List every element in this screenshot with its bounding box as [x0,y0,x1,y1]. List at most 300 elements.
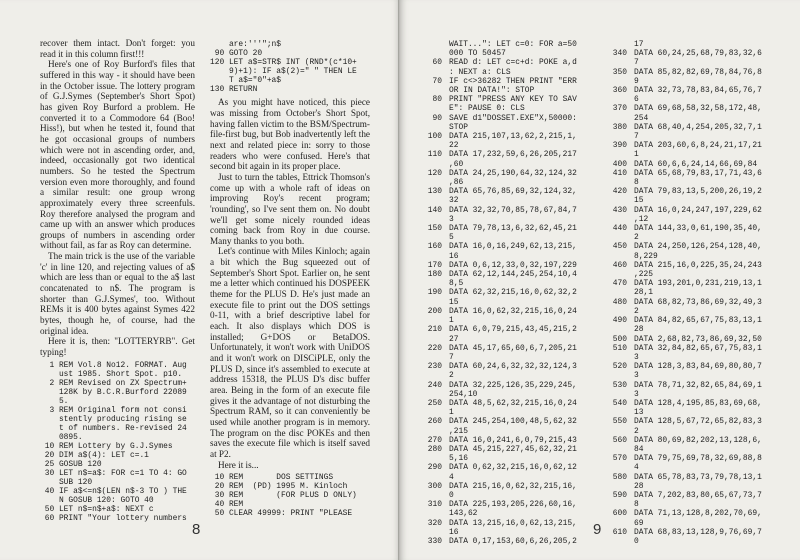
line-text: DATA 32,225,126,35,229,245, [449,380,577,390]
line-text: DATA 78,71,32,82,65,84,69,1 [634,380,762,390]
code-line: 50 CLEAR 49999: PRINT "PLEASE [210,509,353,519]
line-text: DATA 62,12,144,245,254,10,4 [449,270,577,280]
listing-line [418,427,603,436]
listing-line [603,390,788,399]
listing-line [603,261,788,270]
article-paragraph: Here it is... [218,459,259,470]
listing-line [418,252,603,261]
line-number: 80 [432,95,442,105]
listing-line [603,500,788,509]
line-text: 5 [449,233,454,243]
line-number: 240 [427,380,442,390]
listing-line [603,528,788,537]
line-number [418,335,442,344]
listing-line [418,95,603,104]
line-number [418,353,442,362]
code-line: SUB 120 [40,478,93,488]
line-text: 0 [634,536,639,546]
listing-line [418,49,603,58]
line-number [418,178,442,187]
listing-line [603,381,788,390]
line-text: 69 [634,518,644,528]
listing-line [418,491,603,500]
line-number: 180 [427,270,442,280]
line-text: DATA 62,32,215,16,0,62,32,2 [449,288,577,298]
line-number: 500 [612,334,627,344]
listing-line [418,408,603,417]
basic-listing-lottery-continued [210,40,370,94]
listing-line [418,58,603,67]
line-number: 250 [427,398,442,408]
listing-line [603,132,788,141]
line-number: 160 [427,242,442,252]
line-number: 450 [612,242,627,252]
code-line: 9)+1): IF a$(2)=" " THEN LE [210,67,357,77]
listing-line [603,169,788,178]
line-text: DATA 16,0,24,247,197,229,62 [634,205,762,215]
listing-line [418,261,603,270]
code-line: N GOSUB 120: GOTO 40 [40,496,154,506]
line-text: DATA 215,16,0,62,32,215,16, [449,481,577,491]
line-number: 540 [612,398,627,408]
line-text: DATA 65,76,85,69,32,124,32, [449,187,577,197]
code-line: 50 LET n$=n$+a$: NEXT c [40,505,154,515]
line-text: 27 [449,334,459,344]
line-text: DATA 16,0,16,249,62,13,215, [449,242,577,252]
line-text: DATA 2,68,82,73,86,69,32,50 [634,334,762,344]
line-number [603,353,627,362]
code-line: 60 PRINT "Your lottery numbers [40,514,187,524]
line-number [418,491,442,500]
listing-line [603,187,788,196]
line-text: 8 [634,178,639,188]
listing-line [603,537,788,546]
line-number: 550 [612,417,627,427]
article-paragraph: The main trick is the use of the variable 'c' in line 120, and rejecting values of a$ which are less than or equal to the a$ last concatenated to n$. The program is shorter than G.J.Symes', too. Without REMs it is 400 bytes against Symes 422 bytes, though he, of course, had the original idea. [40,251,195,336]
code-line: 90 GOTO 20 [210,49,263,59]
line-number: 260 [427,417,442,427]
page-number-left: 8 [192,521,201,538]
line-text: DATA 60,24,25,68,79,83,32,6 [634,49,762,59]
line-text: 2 [449,371,454,381]
line-text: 28,1 [634,288,653,298]
line-text: DATA 225,193,205,226,60,16, [449,500,577,510]
listing-line [603,68,788,77]
line-text: DATA 84,82,65,67,75,83,13,1 [634,316,762,326]
line-number [603,40,627,49]
line-text: 8,229 [634,251,658,261]
listing-line [418,215,603,224]
line-text: DATA 68,40,4,254,205,32,7,1 [634,122,762,132]
line-number [418,49,442,58]
line-number [418,141,442,150]
line-number: 90 [432,113,442,123]
line-text: ,86 [449,178,464,188]
line-text: DATA 79,83,13,5,200,26,19,2 [634,187,762,197]
listing-line [418,86,603,95]
line-text: DATA 32,32,70,85,78,67,84,7 [449,205,577,215]
line-text: 13 [634,408,644,418]
line-text: DATA 16,0,241,6,0,79,215,43 [449,435,577,445]
line-text: 7 [449,352,454,362]
listing-line [418,160,603,169]
listing-line [418,196,603,205]
line-text: 254 [634,113,649,123]
line-text: IF c<>36282 THEN PRINT "ERR [449,76,577,86]
listing-line [418,233,603,242]
line-number [603,58,627,67]
line-number: 190 [427,288,442,298]
basic-listing-dos-settings [210,473,370,518]
listing-line [603,463,788,472]
line-text: DATA 128,3,83,84,69,80,80,7 [634,362,762,372]
listing-line [418,473,603,482]
right-page [400,0,800,560]
listing-line [603,123,788,132]
listing-line [603,49,788,58]
line-text: DATA 85,82,82,69,78,84,76,8 [634,67,762,77]
line-number: 480 [612,297,627,307]
article-paragraph: As you might have noticed, this piece was missing from October's Short Spot, having fallen victim to the BSM/Spectrum-file-first bug, but Bob inadvertently left the next and related piece in: sorry to those readers who were confused. Here's that second bit again in its proper place. [210,97,370,172]
listing-line [603,427,788,436]
line-text: 1 [634,150,639,160]
listing-line [418,242,603,251]
line-text: SAVE d1"DOSSET.EXE"X,50000: [449,113,577,123]
listing-line [418,344,603,353]
line-number: 140 [427,205,442,215]
listing-line [418,141,603,150]
listing-line [418,436,603,445]
left-page-column-2 [210,40,370,518]
listing-line [418,463,603,472]
line-number: 320 [427,518,442,528]
listing-line [603,242,788,251]
code-line: are:'''";n$ [210,40,282,49]
line-text: 143,62 [449,509,478,519]
line-number: 400 [612,159,627,169]
line-text: ,60 [449,159,464,169]
line-text: 1 [449,316,454,326]
line-text: 17 [634,40,644,49]
listing-line [418,509,603,518]
code-line: 40 REM [210,500,244,510]
listing-line [603,325,788,334]
code-line: stently producing rising se [40,414,187,424]
line-number: 570 [612,454,627,464]
left-page-column-1 [40,38,195,524]
line-number [603,215,627,224]
line-number [603,252,627,261]
listing-line [418,454,603,463]
line-text: DATA 60,24,6,32,32,32,124,3 [449,362,577,372]
line-text: DATA 32,73,78,83,84,65,76,7 [634,86,762,96]
line-text: DATA 60,6,6,24,14,66,69,84 [634,159,758,169]
code-line: 0895. [40,433,83,443]
line-number [603,463,627,472]
listing-line [603,473,788,482]
listing-line [418,206,603,215]
line-number: 460 [612,260,627,270]
listing-line [603,307,788,316]
line-text: DATA 79,75,69,78,32,69,88,8 [634,454,762,464]
line-text: DATA 71,13,128,8,202,70,69, [634,509,762,519]
line-text: DATA 24,250,126,254,128,40, [634,242,762,252]
line-number: 300 [427,481,442,491]
right-page-listing-column-2 [603,40,788,546]
listing-line [418,335,603,344]
line-text: 4 [634,463,639,473]
line-number: 110 [427,150,442,160]
listing-line [418,224,603,233]
line-text: DATA 0,17,153,60,6,26,205,2 [449,536,577,546]
line-number: 410 [612,168,627,178]
line-number: 510 [612,343,627,353]
listing-line [418,537,603,546]
listing-line [603,344,788,353]
line-number: 610 [612,527,627,537]
line-text: ,215 [449,426,468,436]
line-number [603,132,627,141]
line-text: DATA 65,78,83,73,79,78,13,1 [634,472,762,482]
listing-line [418,316,603,325]
line-number [603,233,627,242]
line-number [603,537,627,546]
line-number: 130 [427,187,442,197]
line-text: DATA 79,78,13,6,32,62,45,21 [449,224,577,234]
line-text: DATA 68,82,73,86,69,32,49,3 [634,297,762,307]
line-number: 470 [612,279,627,289]
listing-line [603,196,788,205]
code-line: 120 LET a$=STR$ INT (RND*(c*10+ [210,58,357,68]
listing-line [603,298,788,307]
line-number: 170 [427,260,442,270]
line-number [603,114,627,123]
line-text: DATA 245,254,100,48,5,62,32 [449,417,577,427]
line-text: DATA 24,25,190,64,32,124,32 [449,168,577,178]
line-text: DATA 193,201,0,231,219,13,1 [634,279,762,289]
line-number [603,95,627,104]
listing-line [603,206,788,215]
line-text: READ d: LET c=c+d: POKE a,d [449,58,577,68]
line-number: 100 [427,132,442,142]
page-number-right: 9 [593,521,602,538]
line-number: 560 [612,435,627,445]
line-text: : NEXT a: CLS [449,67,511,77]
listing-line [418,500,603,509]
listing-line [418,371,603,380]
listing-line [603,270,788,279]
line-text: DATA 6,0,79,215,43,45,215,2 [449,325,577,335]
listing-line [418,362,603,371]
listing-line [418,123,603,132]
listing-line [418,40,603,49]
listing-line [603,104,788,113]
line-number: 520 [612,362,627,372]
listing-line [418,270,603,279]
listing-line [603,335,788,344]
code-line: ust 1985. Short Spot. p10. [40,369,183,379]
listing-line [603,224,788,233]
line-number [603,445,627,454]
line-number [603,307,627,316]
listing-line [603,436,788,445]
listing-line [418,528,603,537]
code-line: t of numbers. Re-revised 24 [40,424,187,434]
line-number: 340 [612,49,627,59]
listing-line [603,491,788,500]
line-number [603,77,627,86]
line-number [418,427,442,436]
listing-line [603,362,788,371]
listing-line [603,288,788,297]
line-text: 15 [449,297,459,307]
line-number [603,325,627,334]
listing-line [603,40,788,49]
line-number [603,178,627,187]
listing-line [418,381,603,390]
listing-line [603,509,788,518]
listing-line [418,353,603,362]
line-text: DATA 0,6,12,33,0,32,197,229 [449,260,577,270]
line-text: 16 [449,527,459,537]
line-number: 530 [612,380,627,390]
line-text: DATA 17,232,59,6,26,205,217 [449,150,577,160]
line-number [418,316,442,325]
line-text: DATA 128,5,67,72,65,82,83,3 [634,417,762,427]
listing-line [603,316,788,325]
line-number: 70 [432,76,442,86]
line-number [418,233,442,242]
listing-line [418,114,603,123]
line-text: DATA 45,215,227,45,62,32,21 [449,444,577,454]
listing-line [418,417,603,426]
line-text: DATA 215,107,13,62,2,215,1, [449,132,577,142]
listing-line [603,178,788,187]
code-line: 25 GOSUB 120 [40,460,102,470]
listing-line [603,215,788,224]
line-number [418,252,442,261]
code-line: 2 REM Revised on ZX Spectrum+ [40,378,187,388]
code-line: 10 REM DOS SETTINGS [210,473,334,483]
line-number [603,482,627,491]
listing-line [418,307,603,316]
line-number [418,528,442,537]
listing-line [603,482,788,491]
line-text: E": PAUSE 0: CLS [449,104,525,114]
line-text: DATA 144,33,0,61,190,35,40, [634,224,762,234]
listing-line [418,77,603,86]
line-number [418,371,442,380]
line-text: 7 [634,132,639,142]
line-text: 32 [449,196,459,206]
line-text: PRINT "PRESS ANY KEY TO SAV [449,95,577,105]
basic-listing-lottery [40,361,195,524]
line-number [418,279,442,288]
listing-line [603,77,788,86]
line-number [418,196,442,205]
line-text: 28 [634,325,644,335]
line-text: 254,10 [449,389,478,399]
listing-line [418,279,603,288]
listing-line [603,141,788,150]
code-line: 128K by B.C.R.Burford 22089 [40,387,187,397]
code-line: 10 REM Lottery by G.J.Symes [40,442,173,452]
line-text: DATA 215,16,0,225,35,24,243 [634,260,762,270]
code-line: 3 REM Original form not consi [40,405,187,415]
line-number [603,500,627,509]
line-number [418,390,442,399]
listing-line [603,58,788,67]
line-number: 60 [432,58,442,68]
line-number: 310 [427,500,442,510]
line-number [418,160,442,169]
line-text: 2 [634,306,639,316]
line-number [603,288,627,297]
listing-line [418,187,603,196]
line-number [418,40,442,49]
listing-line [603,86,788,95]
listing-line [418,68,603,77]
listing-line [603,454,788,463]
line-number: 210 [427,325,442,335]
code-line: 30 LET n$=a$: FOR c=1 TO 4: GO [40,469,187,479]
line-text: DATA 45,17,65,60,6,7,205,21 [449,343,577,353]
code-line: 20 DIM a$(4): LET c=.1 [40,451,149,461]
listing-line [603,279,788,288]
line-number: 490 [612,316,627,326]
listing-line [603,445,788,454]
line-number [603,519,627,528]
line-text: 3 [449,214,454,224]
line-number: 420 [612,187,627,197]
line-number: 360 [612,86,627,96]
line-text: 3 [634,389,639,399]
line-text: 28 [634,481,644,491]
line-number: 150 [427,224,442,234]
line-text: ,225 [634,270,653,280]
article-paragraph: recover them intact. Don't forget: you read it in this column first!!! [40,38,195,59]
code-line: 20 REM (PD) 1995 M. Kinloch [210,482,348,492]
article-paragraph: Here's one of Roy Burford's files that suffered in this way - it should have been in the October issue. The lottery program of G.J.Symes (September's Short Spot) has given Roy Burford a problem. He converted it to a Commodore 64 (Boo! Hiss!), but when he tested it, found that he got occasional groups of numbers which were not in ascending order, and, indeed, occasionally got two identical numbers. So he tested the Spectrum version even more thoroughly, and found a similar result: one group wrong approximately every three screenfuls. Roy therefore analysed the program and came up with an answer which produces groups of numbers in ascending order without fail, as far as Roy can determine. [40,59,195,251]
code-line: 1 REM Vol.8 No12. FORMAT. Aug [40,360,187,370]
listing-line [418,178,603,187]
line-text: 4 [449,472,454,482]
listing-line [418,325,603,334]
listing-line [418,519,603,528]
line-number: 290 [427,463,442,473]
line-number [418,86,442,95]
line-text: 3 [634,352,639,362]
line-number: 120 [427,168,442,178]
line-text: STOP [449,122,468,132]
line-number [418,454,442,463]
line-number: 370 [612,104,627,114]
line-number [418,104,442,113]
line-text: DATA 65,68,79,83,17,71,43,6 [634,168,762,178]
line-text: 8 [634,500,639,510]
listing-line [603,114,788,123]
listing-line [603,233,788,242]
line-number: 270 [427,435,442,445]
line-text: 000 TO 50457 [449,49,506,59]
line-number: 580 [612,472,627,482]
code-line: 130 RETURN [210,85,258,95]
listing-line [603,150,788,159]
line-number: 440 [612,224,627,234]
listing-line [418,104,603,113]
listing-line [603,95,788,104]
listing-line [603,160,788,169]
